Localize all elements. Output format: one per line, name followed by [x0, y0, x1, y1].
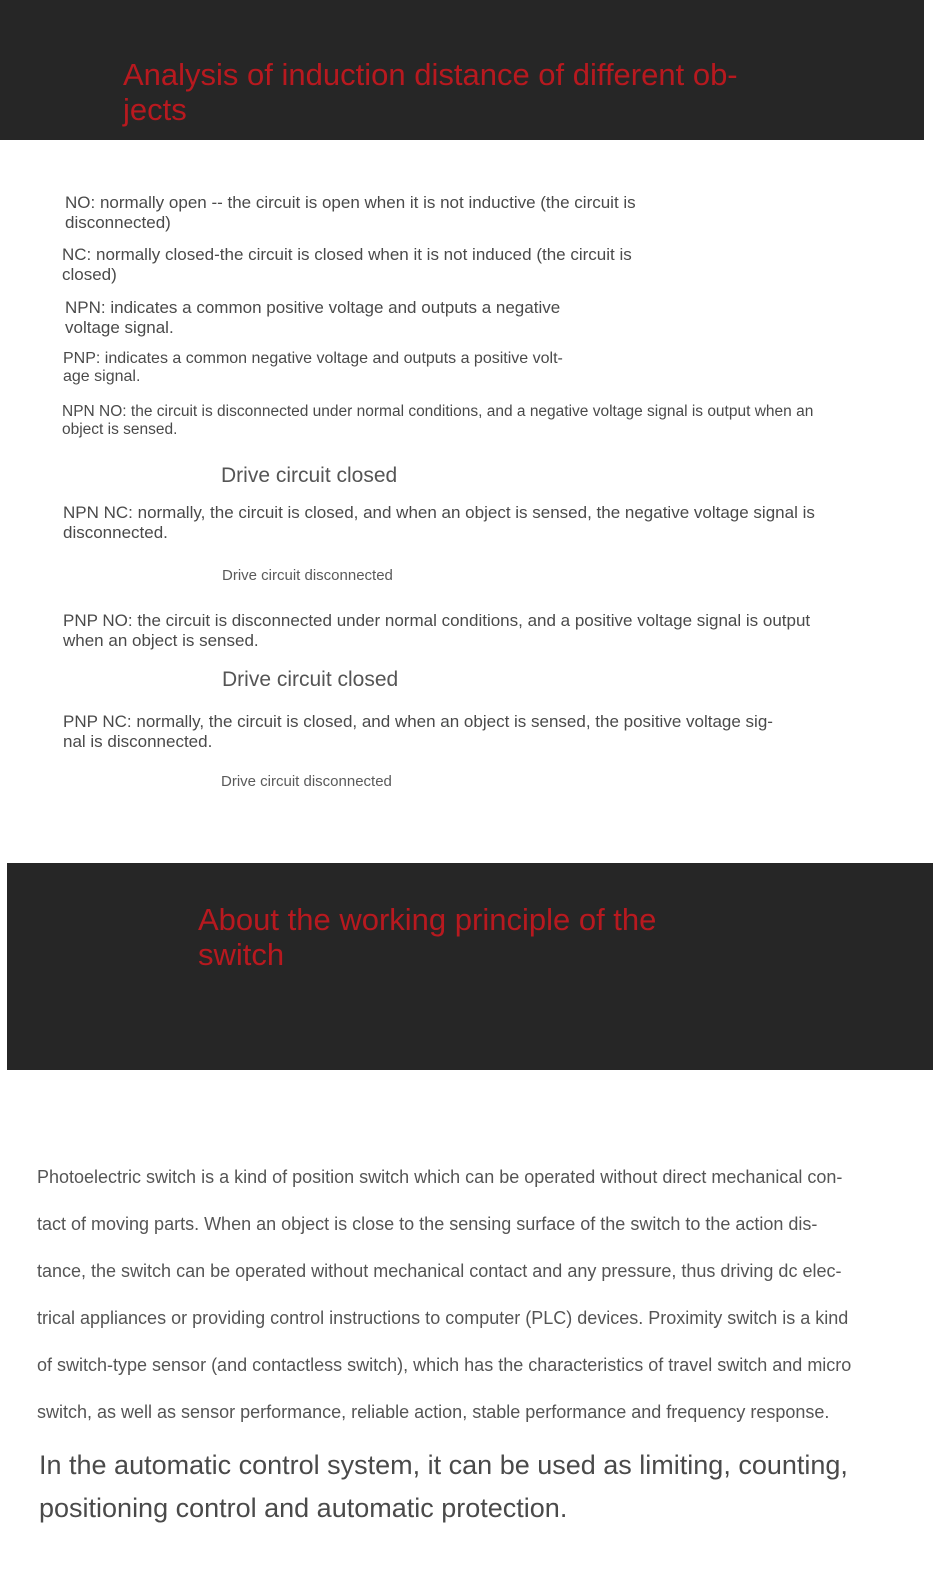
definition-pnp: PNP: indicates a common negative voltage and outputs a positive volt- age signal.	[63, 350, 563, 386]
pnp-nc-description: PNP NC: normally, the circuit is closed, and when an object is sensed, the positive voltage sig- nal is disconnected.	[63, 712, 773, 751]
working-principle-paragraph: Photoelectric switch is a kind of position switch which can be operated without direct mechanical con- tact of moving parts. When an object is close to the sensing surface of the switch to the action dis- tance, the switch can be operated without mechanical contact and any pressure, thus driving dc elec- trical appliances or providing control instructions to computer (PLC) devices. Proximity switch is a kind of switch-type sensor (and contactless switch), which has the characteristics of travel switch and micro switch, as well as sensor performance, reliable action, stable performance and frequency response.	[37, 1167, 852, 1422]
applications-statement: In the automatic control system, it can be used as limiting, counting, positioning control and automatic protection.	[39, 1450, 848, 1523]
npn-nc-drive-label: Drive circuit disconnected	[222, 567, 393, 584]
section-title-induction: Analysis of induction distance of different ob- jects	[123, 57, 738, 127]
section-title-working-principle: About the working principle of the switch	[198, 902, 657, 972]
section-banner-working-principle	[7, 863, 933, 1070]
definition-npn: NPN: indicates a common positive voltage and outputs a negative voltage signal.	[65, 298, 561, 337]
definition-nc: NC: normally closed-the circuit is closed when it is not induced (the circuit is closed)	[62, 245, 632, 284]
pnp-nc-drive-label: Drive circuit disconnected	[221, 773, 392, 790]
pnp-no-description: PNP NO: the circuit is disconnected under normal conditions, and a positive voltage signal is output when an object is sensed.	[63, 611, 811, 650]
section-banner-induction	[0, 0, 924, 140]
npn-no-description: NPN NO: the circuit is disconnected under normal conditions, and a negative voltage signal is output when an object is sensed.	[62, 403, 814, 438]
npn-no-drive-label: Drive circuit closed	[221, 464, 398, 487]
pnp-no-drive-label: Drive circuit closed	[222, 668, 399, 691]
npn-nc-description: NPN NC: normally, the circuit is closed, and when an object is sensed, the negative voltage signal is disconnected.	[63, 503, 815, 542]
definition-no: NO: normally open -- the circuit is open when it is not inductive (the circuit is disconnected)	[65, 193, 636, 232]
